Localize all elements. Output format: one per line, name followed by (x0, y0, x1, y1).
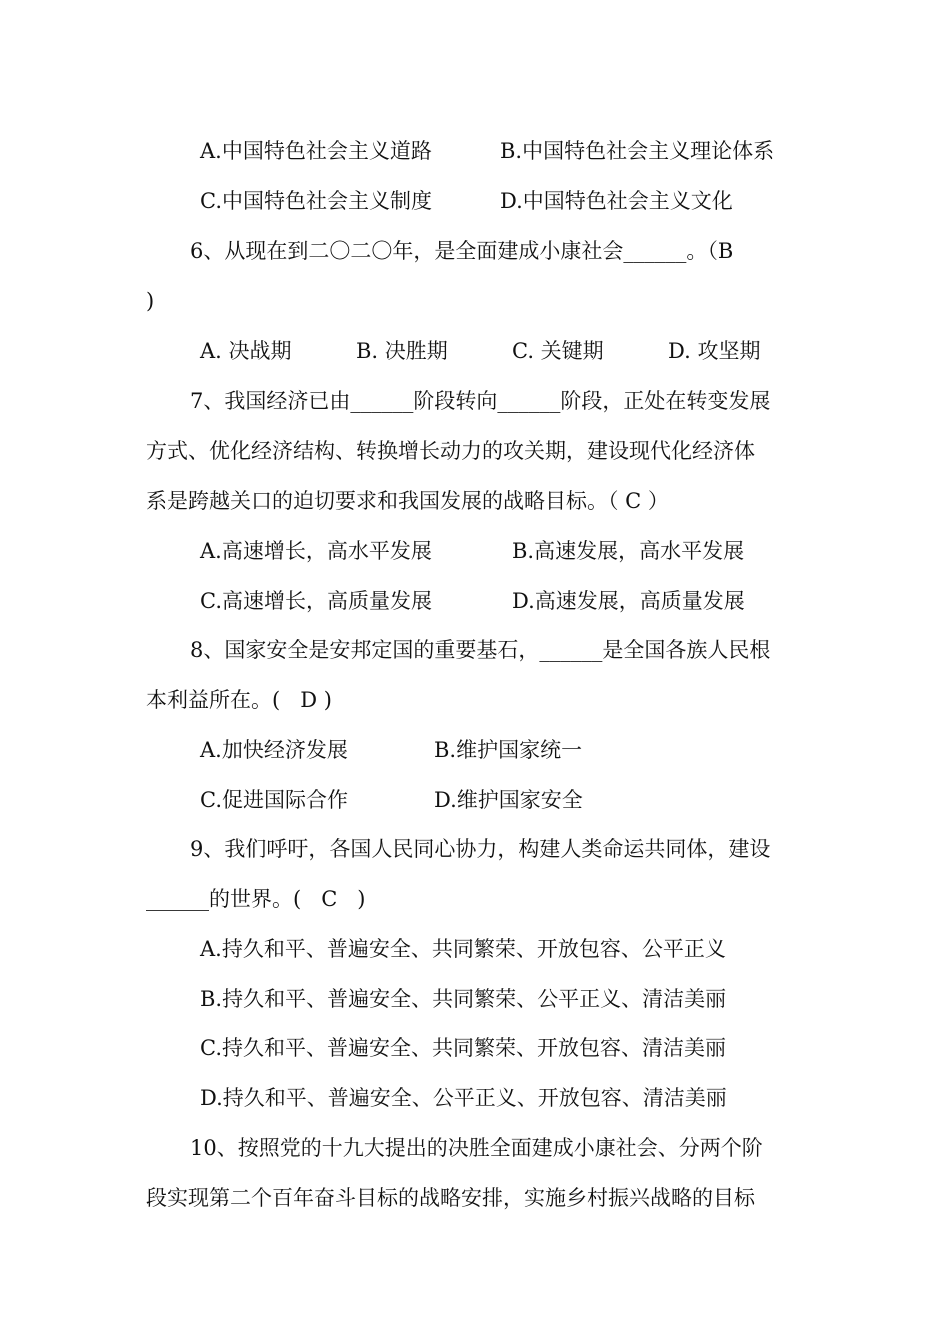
q10-text-line2: 段实现第二个百年奋斗目标的战略安排，实施乡村振兴战略的目标 (146, 1186, 755, 1210)
q5-option-d: D.中国特色社会主义文化 (500, 189, 733, 213)
q9-text-line2: ______的世界。( C ) (146, 887, 366, 911)
q6-text-line2: ) (146, 289, 155, 313)
q6-option-d: D. 攻坚期 (668, 339, 761, 363)
q7-text-line1: 7、我国经济已由______阶段转向______阶段，正处在转变发展 (190, 389, 771, 413)
q8-text-line1: 8、国家安全是安邦定国的重要基石，______是全国各族人民根 (190, 638, 771, 662)
q7-option-c: C.高速增长，高质量发展 (200, 589, 432, 613)
q9-text-line1: 9、我们呼吁，各国人民同心协力，构建人类命运共同体，建设 (190, 837, 771, 861)
q6-option-b: B. 决胜期 (356, 339, 448, 363)
q7-option-b: B.高速发展，高水平发展 (512, 539, 745, 563)
q9-option-a: A.持久和平、普遍安全、共同繁荣、开放包容、公平正义 (200, 937, 726, 961)
q5-option-c: C.中国特色社会主义制度 (200, 189, 432, 213)
q5-option-b: B.中国特色社会主义理论体系 (500, 139, 775, 163)
q8-option-b: B.维护国家统一 (434, 738, 583, 762)
q7-option-d: D.高速发展，高质量发展 (512, 589, 745, 613)
q7-option-a: A.高速增长，高水平发展 (200, 539, 432, 563)
q8-option-a: A.加快经济发展 (200, 738, 348, 762)
q6-text-line1: 6、从现在到二〇二〇年，是全面建成小康社会______。（B (190, 239, 734, 263)
q9-option-b: B.持久和平、普遍安全、共同繁荣、公平正义、清洁美丽 (200, 987, 727, 1011)
q7-text-line2: 方式、优化经济结构、转换增长动力的攻关期，建设现代化经济体 (146, 439, 755, 463)
q8-option-c: C.促进国际合作 (200, 788, 348, 812)
q8-text-line2: 本利益所在。( D ) (146, 688, 332, 712)
q6-option-a: A. 决战期 (200, 339, 292, 363)
q7-text-line3: 系是跨越关口的迫切要求和我国发展的战略目标。（ C ） (146, 489, 669, 513)
q6-option-c: C. 关键期 (512, 339, 604, 363)
q10-text-line1: 10、按照党的十九大提出的决胜全面建成小康社会、分两个阶 (190, 1136, 763, 1160)
q9-option-c: C.持久和平、普遍安全、共同繁荣、开放包容、清洁美丽 (200, 1036, 726, 1060)
q5-option-a: A.中国特色社会主义道路 (200, 139, 432, 163)
q9-option-d: D.持久和平、普遍安全、公平正义、开放包容、清洁美丽 (200, 1086, 727, 1110)
q8-option-d: D.维护国家安全 (434, 788, 583, 812)
